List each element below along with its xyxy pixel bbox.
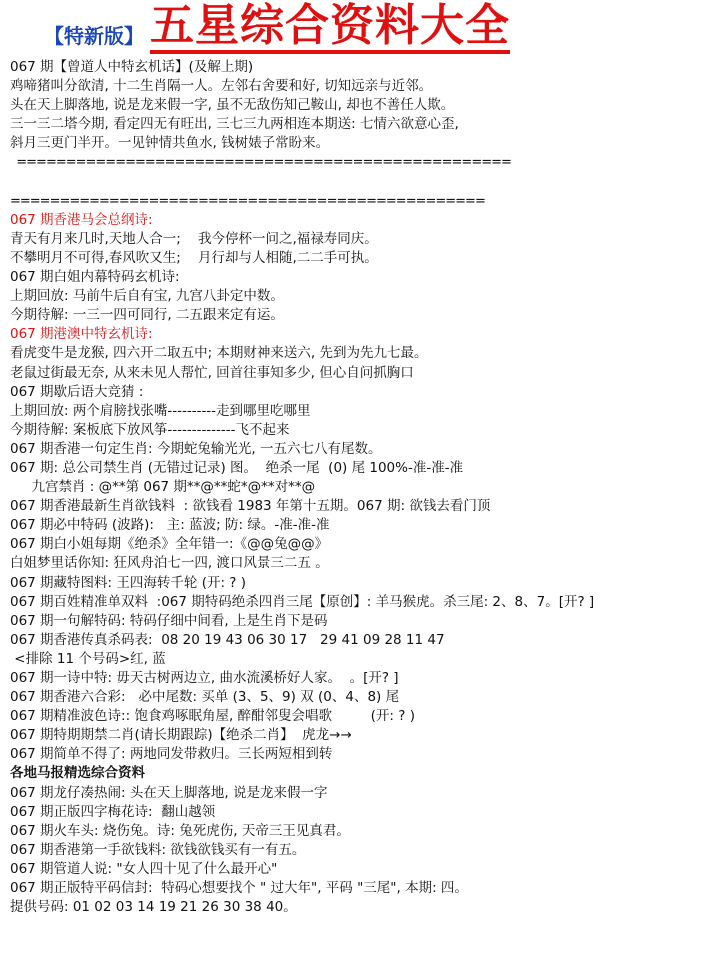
text-line: 067 期香港六合彩: 必中尾数: 买单 (3、5、9) 双 (0、4、8) 尾	[10, 689, 400, 706]
text-line: 不攀明月不可得,春风吹又生; 月行却与人相随,二二手可执。	[10, 249, 378, 266]
text-line: 上期回放: 马前牛后自有宝, 九宫八卦定中数。	[10, 288, 284, 305]
text-line: 067 期香港第一手欲钱料: 欲钱欲钱买有一有五。	[10, 841, 306, 858]
text-line: 白姐梦里话你知: 狂风舟泊七一四, 渡口风景三二五 。	[10, 555, 329, 572]
section-heading: 各地马报精选综合资料	[10, 765, 145, 782]
text-line: 067 期: 总公司禁生肖 (无错过记录) 图。 绝杀一尾 (0) 尾 100%-准-准-准	[10, 459, 464, 476]
text-line: 067 期火车头: 烧伤兔。诗: 兔死虎伤, 天帝三王见真君。	[10, 822, 350, 839]
section-heading: 067 期香港马会总纲诗:	[10, 211, 153, 228]
page-header	[0, 0, 702, 58]
text-line: 九宫禁肖 : @**第 067 期**@**蛇*@**对**@	[10, 479, 316, 496]
text-line: 067 期一诗中特: 毋天古树两边立, 曲水流溪桥好人家。 。[开? ]	[10, 670, 399, 686]
page-title: 五星综合资料大全	[150, 2, 510, 54]
text-line: 067 期藏特图料: 王四海转千轮 (开: ? )	[10, 574, 247, 591]
text-line: 三一三二塔今期, 看定四无有旺出, 三七三九两相连本期送: 七情六欲意心歪,	[10, 116, 459, 133]
text-line: 头在天上脚落地, 说是龙来假一字, 虽不无敌伤知己鞍山, 却也不善任人欺。	[10, 97, 455, 114]
text-line: <排除 11 个号码>红, 蓝	[10, 650, 166, 667]
text-line: 067 期正版四字梅花诗: 翻山越领	[10, 803, 216, 820]
document-body	[10, 58, 700, 917]
text-line: 067 期必中特码 (波路): 主: 蓝波; 防: 绿。-准-准-准	[10, 517, 330, 534]
text-line: 067 期白姐内幕特码玄机诗:	[10, 269, 180, 286]
blank-line	[10, 173, 700, 192]
text-line: 上期回放: 两个肩膀找张嘴----------走到哪里吃哪里	[10, 402, 311, 419]
text-line: 看虎变牛是龙猴, 四六开二取五中; 本期财神来送六, 先到为先九七最。	[10, 345, 428, 362]
text-line: 067 期特期期禁二肖(请长期跟踪)【绝杀二肖】 虎龙→→	[10, 727, 352, 744]
text-line: 067 期一句解特码: 特码仔细中间看, 上是生肖下是码	[10, 612, 328, 629]
text-line: 067 期歇后语大竞猜 :	[10, 383, 144, 400]
edition-badge: 【特新版】	[44, 24, 144, 48]
text-line: 067 期正版特平码信封: 特码心想要找个 " 过大年", 平码 "三尾", 本期: 四。	[10, 880, 468, 897]
text-line: 鸡啼猪叫分欲清, 十二生肖隔一人。左邻右舍要和好, 切知远亲与近邻。	[10, 78, 433, 95]
text-line: 斜月三更门半开。一见钟情共鱼水, 钱树婊子常盼来。	[10, 135, 330, 152]
text-line: 067 期【曾道人中特玄机话】(及解上期)	[10, 59, 254, 75]
text-line: 今期待解: 一三一四可同行, 二五跟来定有运。	[10, 307, 284, 324]
text-line: 067 期香港最新生肖欲钱料 : 欲钱看 1983 年第十五期。067 期: 欲钱去看门顶	[10, 498, 491, 515]
text-line: 067 期精准波色诗:: 饱食鸡啄眠角屋, 醉酣邻叟会唱歌 (开: ? )	[10, 708, 415, 725]
text-line: 067 期白小姐每期《绝杀》全年错一:《@@兔@@》	[10, 536, 329, 553]
text-line: 067 期龙仔凑热闹: 头在天上脚落地, 说是龙来假一字	[10, 784, 328, 801]
separator-line: ================================================	[10, 193, 485, 209]
section-heading: 067 期港澳中特玄机诗:	[10, 326, 153, 343]
text-line: 067 期简单不得了: 两地同发带救归。三长两短相到转	[10, 746, 333, 763]
text-line: 067 期香港传真杀码表: 08 20 19 43 06 30 17 29 41 09 28 11 47	[10, 631, 445, 648]
text-line: 青天有月来几时,天地人合一; 我今停杯一问之,福禄寿同庆。	[10, 230, 378, 247]
text-line: 提供号码: 01 02 03 14 19 21 26 30 38 40。	[10, 899, 297, 916]
text-line: 今期待解: 案板底下放风筝--------------飞不起来	[10, 421, 290, 438]
text-line: 老鼠过街最无奈, 从来未见人帮忙, 回首往事知多少, 但心自问抓胸口	[10, 364, 414, 381]
text-line: 067 期百姓精准单双料 :067 期特码绝杀四肖三尾【原创】: 羊马猴虎。杀三尾: 2、8、7。[开? ]	[10, 593, 595, 610]
text-line: 067 期管道人说: "女人四十见了什么最开心"	[10, 860, 278, 877]
text-line: 067 期香港一句定生肖: 今期蛇兔输光光, 一五六七八有尾数。	[10, 440, 382, 457]
separator-line: ==================================================	[10, 155, 511, 171]
